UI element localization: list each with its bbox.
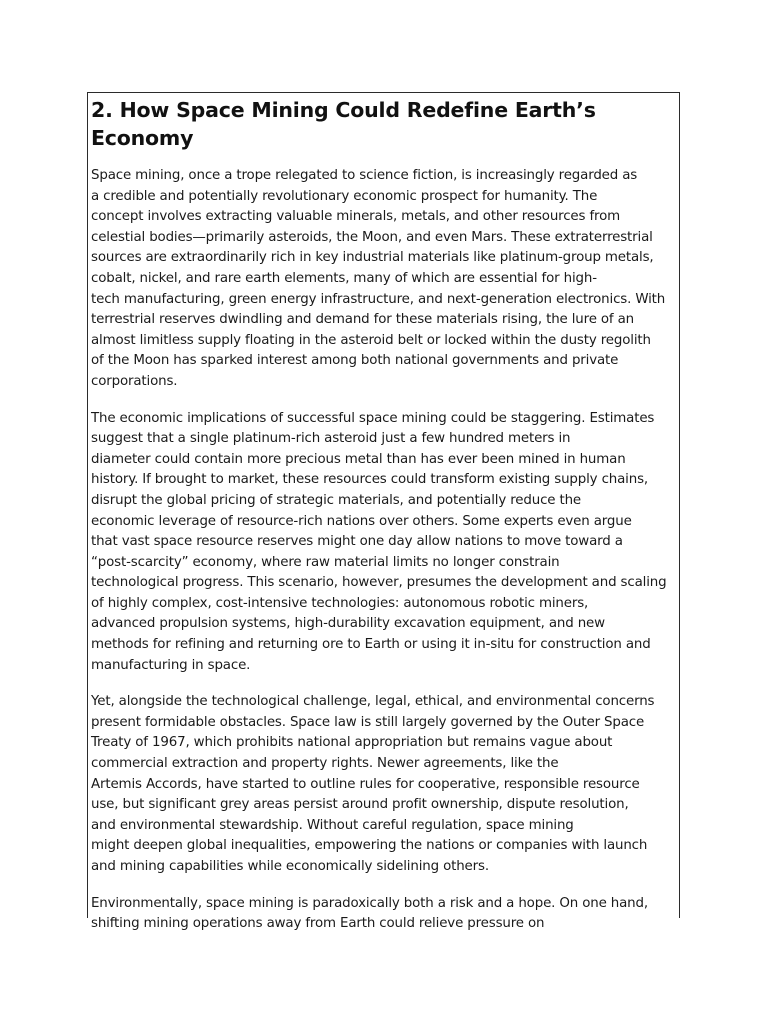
section-heading: 2. How Space Mining Could Redefine Earth’s Economy — [91, 98, 596, 150]
paragraph-intro: Space mining, once a trope relegated to science fiction, is increasingly regarded as a credible and potentially revolutionary economic prospect for humanity. The concept involves extracting valuable minerals, metals, and other resources from celestial bodies—primarily asteroids, the Moon, and even Mars. These extraterrestrial sources are extraordinarily rich in key industrial materials like platinum-group metals, cobalt, nickel, and rare earth elements, many of which are essential for high- tech manufacturing, green energy infrastructure, and next-generation electronics. With terrestrial reserves dwindling and demand for these materials rising, the lure of an almost limitless supply floating in the asteroid belt or locked within the dusty regolith of the Moon has sparked interest among both national governments and private corporations. — [91, 168, 666, 389]
document-page — [87, 92, 680, 932]
paragraph-economic-implications: The economic implications of successful space mining could be staggering. Estimates suggest that a single platinum-rich asteroid just a few hundred meters in diameter could contain more precious metal than has ever been mined in human history. If brought to market, these resources could transform existing supply chains, disrupt the global pricing of strategic materials, and potentially reduce the economic leverage of resource-rich nations over others. Some experts even argue that vast space resource reserves might one day allow nations to move toward a “post-scarcity” economy, where raw material limits no longer constrain technological progress. This scenario, however, presumes the development and scaling of highly complex, cost-intensive technologies: autonomous robotic miners, advanced propulsion systems, high-durability excavation equipment, and new methods for refining and returning ore to Earth or using it in-situ for construction and manufacturing in space. — [91, 410, 667, 673]
paragraph-environmental: Environmentally, space mining is paradoxically both a risk and a hope. On one hand, shifting mining operations away from Earth could relieve pressure on — [91, 895, 648, 932]
paragraph-legal-concerns: Yet, alongside the technological challenge, legal, ethical, and environmental concerns present formidable obstacles. Space law is still largely governed by the Outer Space Treaty of 1967, which prohibits national appropriation but remains vague about commercial extraction and property rights. Newer agreements, like the Artemis Accords, have started to outline rules for cooperative, responsible resource use, but significant grey areas persist around profit ownership, dispute resolution, and environmental stewardship. Without careful regulation, space mining might deepen global inequalities, empowering the nations or companies with launch and mining capabilities while economically sidelining others. — [91, 694, 655, 874]
